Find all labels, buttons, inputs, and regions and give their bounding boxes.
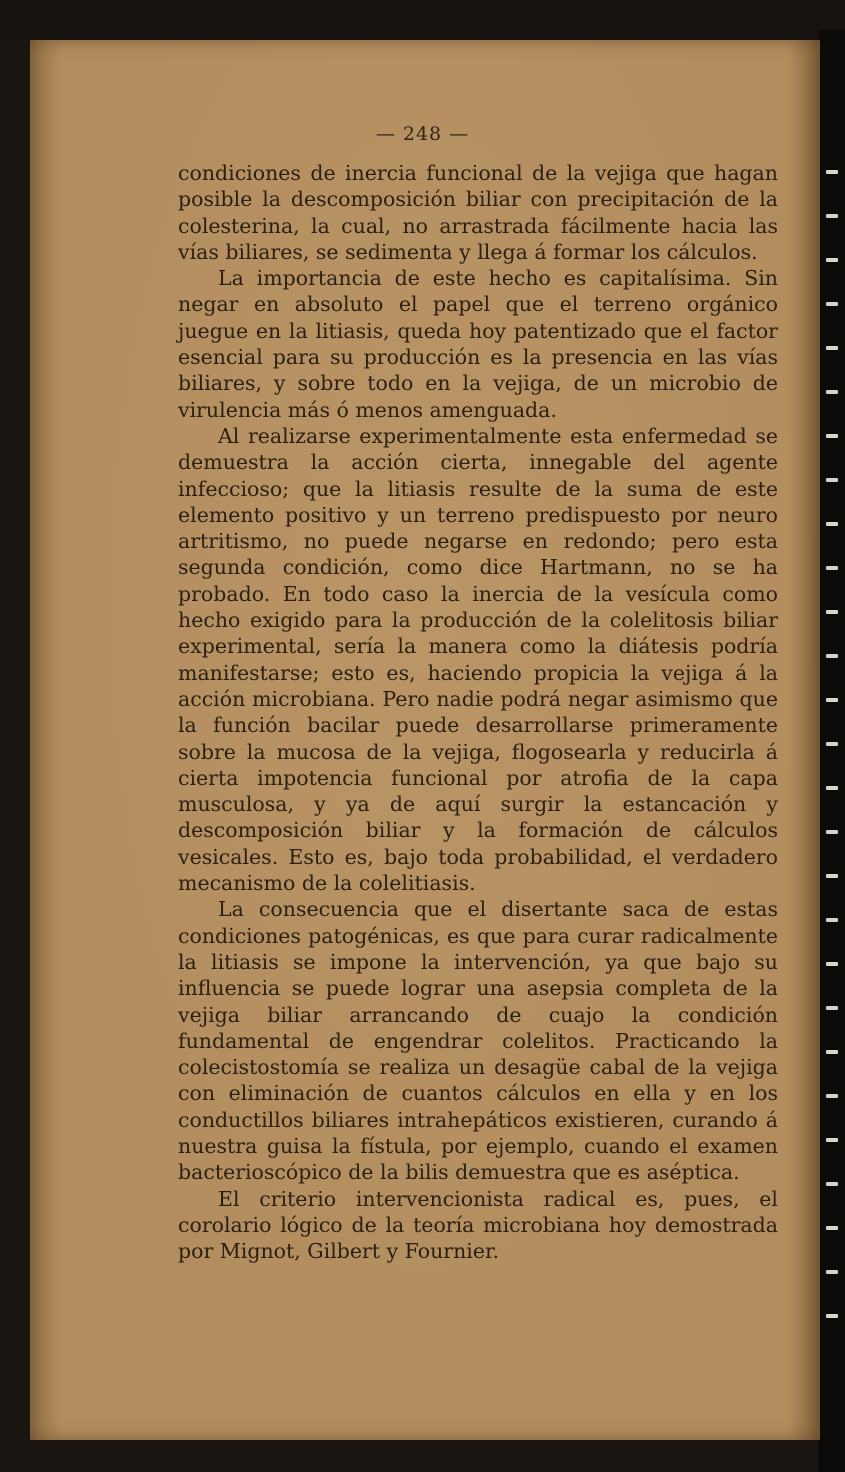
paragraph-5: El criterio intervencionista radical es, pues, el corolario lógico de la teoría microbiana hoy demostrada por Mignot, Gilbert y Fournier.	[178, 1186, 778, 1264]
spine-stitch-mark	[826, 170, 838, 174]
paragraph-3: Al realizarse experimentalmente esta enfermedad se demuestra la acción cierta, innegable del agente infeccioso; que la litiasis resulte de la suma de este elemento positivo y un terreno predispuesto por neuro artritismo, no puede negarse en redondo; pero esta segunda condición, como dice Hartmann, no se ha probado. En todo caso la inercia de la vesícula como hecho exigido para la producción de la colelitosis biliar experimental, sería la manera como la diátesis podría manifestarse; esto es, haciendo propicia la vejiga á la acción microbiana. Pero nadie podrá negar asimismo que la función bacilar puede desarrollarse primeramente sobre la mucosa de la vejiga, flogosearla y reducirla á cierta impotencia funcional por atrofia de la capa musculosa, y ya de aquí surgir la estancación y descomposición biliar y la formación de cálculos vesicales. Esto es, bajo toda probabilidad, el verdadero mecanismo de la colelitiasis.	[178, 423, 778, 896]
book-spine	[818, 30, 845, 1472]
spine-stitch-mark	[826, 1094, 838, 1098]
spine-stitch-mark	[826, 962, 838, 966]
spine-stitch-mark	[826, 874, 838, 878]
page-number: — 248 —	[375, 123, 470, 145]
spine-stitch-mark	[826, 346, 838, 350]
spine-stitch-mark	[826, 302, 838, 306]
spine-stitch-mark	[826, 1138, 838, 1142]
spine-stitch-mark	[826, 214, 838, 218]
scan-background	[0, 0, 845, 40]
spine-stitch-mark	[826, 786, 838, 790]
spine-stitch-mark	[826, 1314, 838, 1318]
spine-stitch-mark	[826, 434, 838, 438]
spine-stitch-mark	[826, 610, 838, 614]
paragraph-2: La importancia de este hecho es capitalísima. Sin negar en absoluto el papel que el terreno orgánico juegue en la litiasis, queda hoy patentizado que el factor esencial para su producción es la presencia en las vías biliares, y sobre todo en la vejiga, de un microbio de virulencia más ó menos amenguada.	[178, 266, 778, 422]
spine-stitch-mark	[826, 1006, 838, 1010]
spine-stitch-mark	[826, 830, 838, 834]
spine-stitch-mark	[826, 478, 838, 482]
spine-stitch-mark	[826, 654, 838, 658]
page-body	[178, 160, 778, 1264]
spine-stitch-mark	[826, 1226, 838, 1230]
spine-stitch-mark	[826, 742, 838, 746]
spine-stitch-mark	[826, 1050, 838, 1054]
spine-stitch-mark	[826, 1182, 838, 1186]
spine-stitch-mark	[826, 918, 838, 922]
spine-stitch-mark	[826, 1270, 838, 1274]
spine-stitch-mark	[826, 258, 838, 262]
spine-stitch-mark	[826, 566, 838, 570]
paragraph-1: condiciones de inercia funcional de la vejiga que hagan posible la descomposición biliar con precipitación de la colesterina, la cual, no arrastrada fácilmente hacia las vías biliares, se sedimenta y llega á formar los cálculos.	[178, 161, 778, 264]
spine-stitch-mark	[826, 522, 838, 526]
spine-stitch-mark	[826, 698, 838, 702]
paragraph-4: La consecuencia que el disertante saca de estas condiciones patogénicas, es que para curar radicalmente la litiasis se impone la intervención, ya que bajo su influencia se puede lograr una asepsia completa de la vejiga biliar arrancando de cuajo la condición fundamental de engendrar colelitos. Practicando la colecistostomía se realiza un desagüe cabal de la vejiga con eliminación de cuantos cálculos en ella y en los conductillos biliares intrahepáticos existieren, curando á nuestra guisa la fístula, por ejemplo, cuando el examen bacterioscópico de la bilis demuestra que es aséptica.	[178, 897, 778, 1185]
spine-stitch-mark	[826, 390, 838, 394]
